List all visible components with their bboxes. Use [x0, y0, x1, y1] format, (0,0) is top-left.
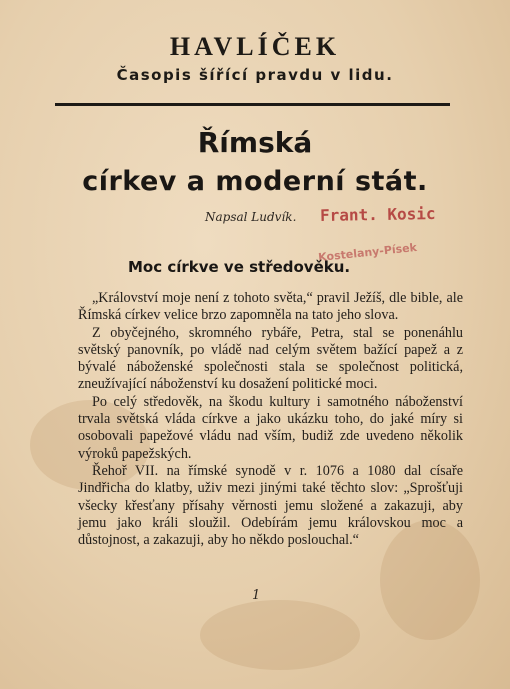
owner-stamp-place: Kostelany-Písek: [317, 240, 418, 265]
paper-stain: [200, 600, 360, 670]
article-title-line-1: Římská: [197, 126, 313, 159]
page-number: 1: [252, 588, 261, 603]
owner-stamp-name: Frant. Kosic: [319, 203, 436, 226]
paragraph: Z obyčejného, skromného rybáře, Petra, stal se ponenáhlu světský panovník, po vládě nad celým světem bažící papež a z bývalé náboženské společnosti stala se společnost politická, zneužívající náboženství ku dosažení politické moci.: [78, 324, 463, 393]
paragraph: Po celý středověk, na škodu kultury i samotného náboženství trvala světská vláda církve a jako ukázku toho, do jaké míry si osobovali papežové vládu nad vším, budiž zde uvedeno několik výroků papežských.: [78, 393, 463, 462]
masthead-title: HAVLÍČEK: [169, 32, 341, 61]
paragraph: Řehoř VII. na římské synodě v r. 1076 a 1080 dal císaře Jindřicha do klatby, uživ mezi jinými také těchto slov: „Sprošťuji všecky křesťany přísahy věrnosti jemu složené a zakazuji, aby jemu jako králi sloužil. Odebírám jemu královskou moc a důstojnost, a zakazuji, aby ho někdo poslouchal.“: [78, 462, 463, 549]
paragraph: „Království moje není z tohoto světa,“ pravil Ježíš, dle bible, ale Římská církev velice brzo zapomněla na tato jeho slova.: [78, 290, 463, 324]
section-heading: Moc církve ve středověku.: [128, 258, 351, 276]
author-byline: Napsal Ludvík.: [205, 210, 297, 224]
article-body: [78, 290, 463, 549]
masthead-divider: [55, 103, 450, 106]
masthead-subtitle: Časopis šířící pravdu v lidu.: [116, 66, 394, 84]
article-title-line-2: církev a moderní stát.: [82, 166, 428, 197]
